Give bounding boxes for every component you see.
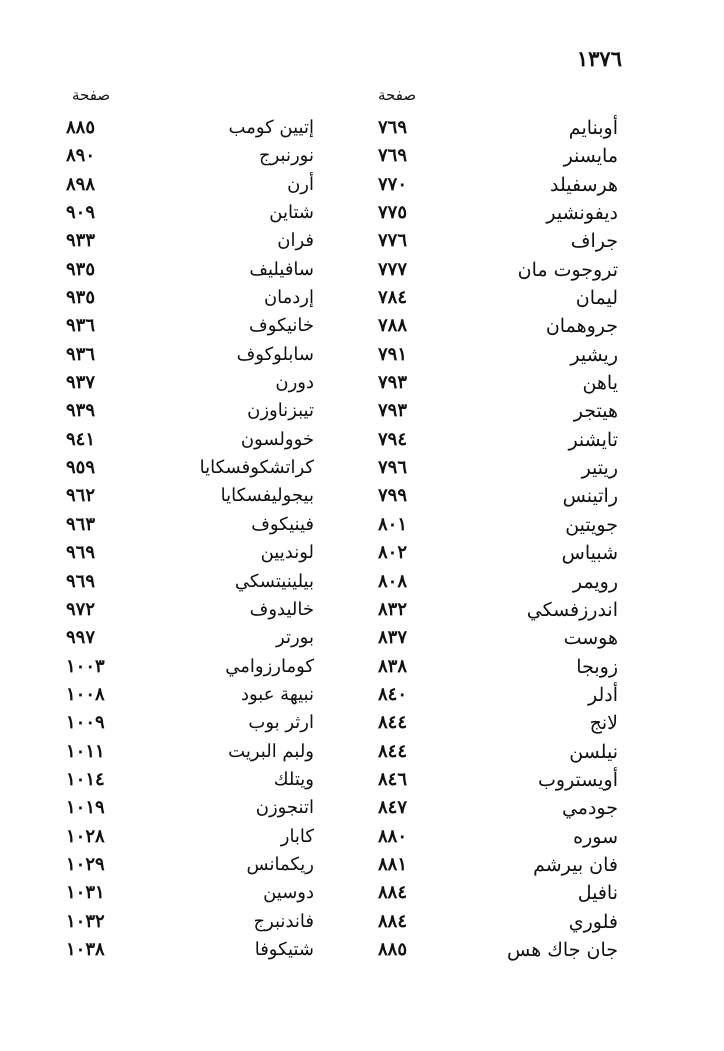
- right-name: فلوري: [568, 910, 618, 933]
- left-page-number: ٩٣٩: [66, 400, 96, 422]
- left-page-number: ١٠٢٩: [66, 853, 105, 875]
- left-name: خاليدوف: [249, 598, 314, 620]
- right-page-number: ٧٧٧: [378, 258, 408, 280]
- left-page-number: ٩٦٩: [66, 542, 96, 564]
- right-page-number: ٨٨٠: [378, 825, 408, 847]
- right-name: ليمان: [575, 287, 618, 310]
- index-row: [0, 397, 724, 425]
- right-page-number: ٨٣٧: [378, 627, 408, 649]
- right-page-number: ٨٨٥: [378, 938, 408, 960]
- right-name: ديفونشير: [546, 202, 618, 225]
- index-row: [0, 851, 724, 879]
- left-name: شتاين: [269, 202, 314, 224]
- right-page-number: ٨٠١: [378, 513, 408, 535]
- right-name: جودمي: [561, 797, 618, 820]
- left-page-number: ٩٣٣: [66, 230, 96, 252]
- left-name: دوسين: [263, 882, 314, 904]
- left-name: لونديين: [260, 542, 314, 564]
- index-row: [0, 171, 724, 199]
- index-row: [0, 369, 724, 397]
- right-name: لانج: [589, 712, 618, 735]
- left-page-number: ٩٤١: [66, 428, 96, 450]
- index-row: [0, 256, 724, 284]
- right-page-number: ٧٧٠: [378, 173, 408, 195]
- right-page-number: ٧٩٤: [378, 428, 408, 450]
- right-name: زوبجا: [576, 655, 618, 678]
- left-page-number: ٩٣٥: [66, 287, 96, 309]
- right-name: جويتين: [565, 513, 618, 536]
- right-page-number: ٧٩١: [378, 343, 408, 365]
- left-name: ولبم البريت: [228, 740, 314, 762]
- right-name: أدلر: [587, 683, 618, 706]
- right-page-number: ٧٦٩: [378, 145, 408, 167]
- right-name: ياهن: [582, 372, 618, 395]
- index-row: [0, 709, 724, 737]
- index-row: [0, 596, 724, 624]
- right-page-number: ٧٨٤: [378, 287, 408, 309]
- index-row: [0, 426, 724, 454]
- left-page-number: ٩٣٦: [66, 343, 96, 365]
- left-column-page-header: صفحة: [72, 86, 111, 104]
- index-row: [0, 766, 724, 794]
- left-name: ارثر بوب: [248, 712, 314, 734]
- left-page-number: ١٠١٤: [66, 768, 105, 790]
- left-name: إتيين كومب: [228, 117, 314, 138]
- left-name: نبيهة عبود: [240, 683, 314, 705]
- index-row: [0, 794, 724, 822]
- index-row: [0, 624, 724, 652]
- left-name: خانيكوف: [249, 315, 314, 337]
- index-row: [0, 879, 724, 907]
- index-row: [0, 539, 724, 567]
- left-page-number: ١٠٠٩: [66, 712, 105, 734]
- index-row: [0, 653, 724, 681]
- right-name: مايسنر: [563, 145, 618, 168]
- right-page-number: ٨٣٨: [378, 655, 408, 677]
- left-name: سابلوكوف: [236, 343, 314, 365]
- left-page-number: ٨٩٠: [66, 145, 96, 167]
- right-name: جان جاك هس: [506, 938, 618, 961]
- index-row: [0, 284, 724, 312]
- right-name: فان بيرشم: [533, 853, 618, 876]
- index-row: [0, 142, 724, 170]
- right-column-page-header: صفحة: [378, 86, 417, 104]
- right-page-number: ٧٧٥: [378, 202, 408, 224]
- right-name: تايشنر: [568, 428, 618, 451]
- left-name: تيبزناوزن: [247, 400, 314, 422]
- right-name: سوره: [573, 825, 618, 848]
- right-page-number: ٨٤٤: [378, 740, 408, 762]
- index-row: [0, 341, 724, 369]
- left-page-number: ١٠٣٨: [66, 938, 105, 960]
- right-page-number: ٨٠٨: [378, 570, 408, 592]
- left-page-number: ٩٣٥: [66, 258, 96, 280]
- right-name: تروجوت مان: [517, 258, 618, 281]
- left-name: إردمان: [263, 287, 314, 309]
- left-name: كومارزوامي: [225, 655, 314, 677]
- left-page-number: ٩٣٦: [66, 315, 96, 337]
- left-page-number: ٩٣٧: [66, 372, 96, 394]
- right-page-number: ٧٧٦: [378, 230, 408, 252]
- right-page-number: ٧٩٩: [378, 485, 408, 507]
- right-name: رويمر: [572, 570, 618, 593]
- index-row: [0, 568, 724, 596]
- left-page-number: ٨٩٨: [66, 173, 96, 195]
- right-page-number: ٨٠٢: [378, 542, 408, 564]
- right-page-number: ٨٨٤: [378, 910, 408, 932]
- left-name: بيلينيتسكي: [234, 570, 314, 592]
- left-name: نورنبرج: [259, 145, 314, 167]
- right-page-number: ٨٤٦: [378, 768, 408, 790]
- left-name: دورن: [275, 372, 314, 394]
- right-name: نافيل: [577, 882, 618, 905]
- left-name: فاندنبرج: [253, 910, 314, 932]
- left-page-number: ٩٩٧: [66, 627, 96, 649]
- left-page-number: ٩٧٢: [66, 598, 96, 620]
- left-name: سافيليف: [249, 258, 314, 280]
- index-row: [0, 681, 724, 709]
- right-name: هيتجر: [573, 400, 618, 423]
- left-name: شتيكوفا: [254, 938, 314, 960]
- left-page-number: ١٠٢٨: [66, 825, 105, 847]
- index-row: [0, 454, 724, 482]
- left-page-number: ١٠٣٢: [66, 910, 105, 932]
- left-page-number: ٩٦٢: [66, 485, 96, 507]
- page-number: ١٣٧٦: [576, 46, 622, 71]
- left-name: بورتر: [276, 627, 314, 649]
- left-name: أرن: [287, 173, 314, 195]
- left-page-number: ٩٠٩: [66, 202, 96, 224]
- right-name: جراف: [570, 230, 618, 253]
- right-page-number: ٨٤٠: [378, 683, 408, 705]
- right-page-number: ٧٩٣: [378, 400, 408, 422]
- index-row: [0, 312, 724, 340]
- index-row: [0, 823, 724, 851]
- index-row: [0, 908, 724, 936]
- left-page-number: ١٠٠٣: [66, 655, 105, 677]
- left-name: كابار: [280, 825, 314, 847]
- left-page-number: ٨٨٥: [66, 117, 96, 138]
- right-page-number: ٨٣٢: [378, 598, 408, 620]
- right-name: شبياس: [561, 542, 618, 565]
- left-name: ريكمانس: [246, 853, 314, 875]
- left-page-number: ٩٦٩: [66, 570, 96, 592]
- left-page-number: ١٠٣١: [66, 882, 105, 904]
- left-name: فران: [277, 230, 314, 252]
- index-row: [0, 114, 724, 142]
- right-name: ريشير: [570, 343, 618, 366]
- left-page-number: ١٠٠٨: [66, 683, 105, 705]
- right-name: راتينس: [562, 485, 618, 508]
- index-row: [0, 738, 724, 766]
- left-name: كراتشكوفسكايا: [199, 457, 314, 479]
- right-name: هوست: [563, 627, 618, 650]
- right-page-number: ٧٩٣: [378, 372, 408, 394]
- index-row: [0, 199, 724, 227]
- left-name: ويتلك: [273, 768, 314, 790]
- right-page-number: ٧٩٦: [378, 457, 408, 479]
- right-page-number: ٨٨١: [378, 853, 408, 875]
- index-rows: [0, 114, 724, 964]
- left-page-number: ١٠١٩: [66, 797, 105, 819]
- right-name: جروهمان: [545, 315, 618, 338]
- left-page-number: ٩٥٩: [66, 457, 96, 479]
- right-page-number: ٧٨٨: [378, 315, 408, 337]
- right-name: ريتير: [581, 457, 618, 480]
- index-row: [0, 482, 724, 510]
- left-name: خوولسون: [240, 428, 314, 450]
- right-page-number: ٨٨٤: [378, 882, 408, 904]
- left-page-number: ٩٦٣: [66, 513, 96, 535]
- right-page-number: ٧٦٩: [378, 117, 408, 138]
- left-name: بيجوليفسكايا: [220, 485, 314, 507]
- index-row: [0, 936, 724, 964]
- left-page-number: ١٠١١: [66, 740, 105, 762]
- left-name: فينيكوف: [251, 513, 314, 535]
- right-name: اندرزفسكي: [526, 598, 618, 621]
- left-name: اتنجوزن: [255, 797, 314, 819]
- index-row: [0, 227, 724, 255]
- index-row: [0, 511, 724, 539]
- right-page-number: ٨٤٧: [378, 797, 408, 819]
- right-page-number: ٨٤٤: [378, 712, 408, 734]
- right-name: هرسفيلد: [549, 173, 618, 196]
- right-name: أوبنايم: [568, 117, 618, 139]
- right-name: نيلسن: [569, 740, 618, 763]
- right-name: أويستروب: [538, 768, 618, 791]
